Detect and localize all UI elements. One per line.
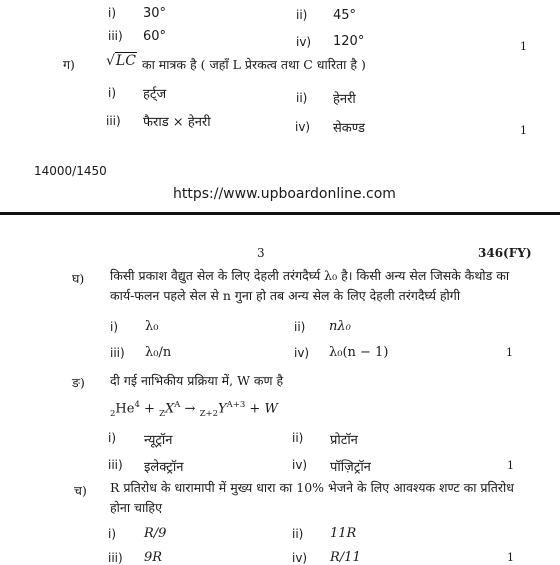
reaction-arrow: → [184,401,196,417]
option-value: फैराड × हेनरी [143,115,211,130]
question-label: ग) [63,57,75,72]
option-value: λ₀ [145,319,159,334]
term-w: W [264,401,278,417]
question-text: का मात्रक है ( जहाँ L प्रेरकत्व तथा C धारिता है ) [142,57,366,72]
option-value: 120° [333,34,365,49]
term-superscript: A+3 [226,400,246,410]
option-number: iv) [295,120,311,134]
option-number: i) [108,527,117,541]
plus-sign: + [249,401,261,417]
term-x: X [164,401,175,417]
term-subscript: Z+2 [199,408,218,419]
paper-code: 346(FY) [478,246,532,260]
paper-serial-code: 14000/1450 [34,164,107,178]
option-number: i) [108,6,117,20]
option-value: 60° [143,29,167,44]
term-he: He [115,401,135,417]
term-subscript: 2 [110,408,116,419]
option-number: iii) [108,29,123,43]
term-y: Y [218,401,227,417]
option-number: iii) [110,346,125,360]
option-number: iv) [294,346,310,360]
option-number: i) [108,86,117,100]
option-value: 11R [330,526,357,541]
page-divider [0,212,560,215]
term-subscript: Z [159,408,165,419]
option-value: 9R [144,550,163,565]
marks: 1 [520,40,527,53]
option-number: ii) [296,8,308,22]
plus-sign: + [144,401,155,417]
option-number: iii) [106,114,121,128]
marks: 1 [507,551,514,564]
option-value: इलेक्ट्रॉन [144,460,184,475]
option-value: nλ₀ [329,319,351,334]
option-number: ii) [292,431,304,445]
marks: 1 [520,124,527,137]
option-number: ii) [292,527,304,541]
option-value: हर्ट्ज [143,87,167,102]
option-number: iii) [108,551,123,565]
option-value: प्रोटॉन [330,433,358,448]
option-number: ii) [294,320,306,334]
option-number: ii) [296,91,308,105]
option-number: iii) [108,458,123,472]
option-value: हेनरी [333,92,356,107]
option-value: सेकण्ड [333,121,365,136]
option-value: R/11 [330,550,361,565]
question-text: दी गई नाभिकीय प्रक्रिया में, W कण है [110,373,284,388]
question-text: R प्रतिरोध के धारामापी में मुख्य धारा का 10% भेजने के लिए आवश्यक शण्ट का प्रतिरोध होना चाहिए [110,480,514,515]
option-number: i) [110,320,119,334]
marks: 1 [507,459,514,472]
marks: 1 [506,346,513,359]
option-value: 30° [143,6,167,21]
option-value: R/9 [144,526,167,541]
option-value: 45° [333,8,357,23]
option-value: पॉज़िट्रॉन [330,460,371,475]
option-value: λ₀/n [145,345,172,360]
radicand: LC [115,53,136,69]
nuclear-equation [110,400,278,419]
term-superscript: 4 [134,400,140,410]
option-value: λ₀(n − 1) [329,345,389,360]
question-label: ङ) [72,375,85,390]
option-number: i) [108,431,117,445]
question-label: घ) [72,271,85,286]
question-text: किसी प्रकाश वैद्युत सेल के लिए देहली तरंगदैर्घ्य λ₀ है। किसी अन्य सेल जिसके कैथोड का कार्य-फलन पहले सेल से n गुना हो तब अन्य सेल के लिए देहली तरंगदैर्घ्य होगी [110,268,510,303]
website-url[interactable]: https://www.upboardonline.com [173,186,396,202]
option-value: न्यूट्रॉन [144,433,173,448]
term-superscript: A [174,400,181,410]
question-label: च) [74,483,87,498]
sqrt-expression [106,53,137,69]
page-number: 3 [257,246,265,260]
option-number: iv) [296,35,312,49]
radical-sign: √ [106,53,115,69]
option-number: iv) [292,458,308,472]
option-number: iv) [292,551,308,565]
